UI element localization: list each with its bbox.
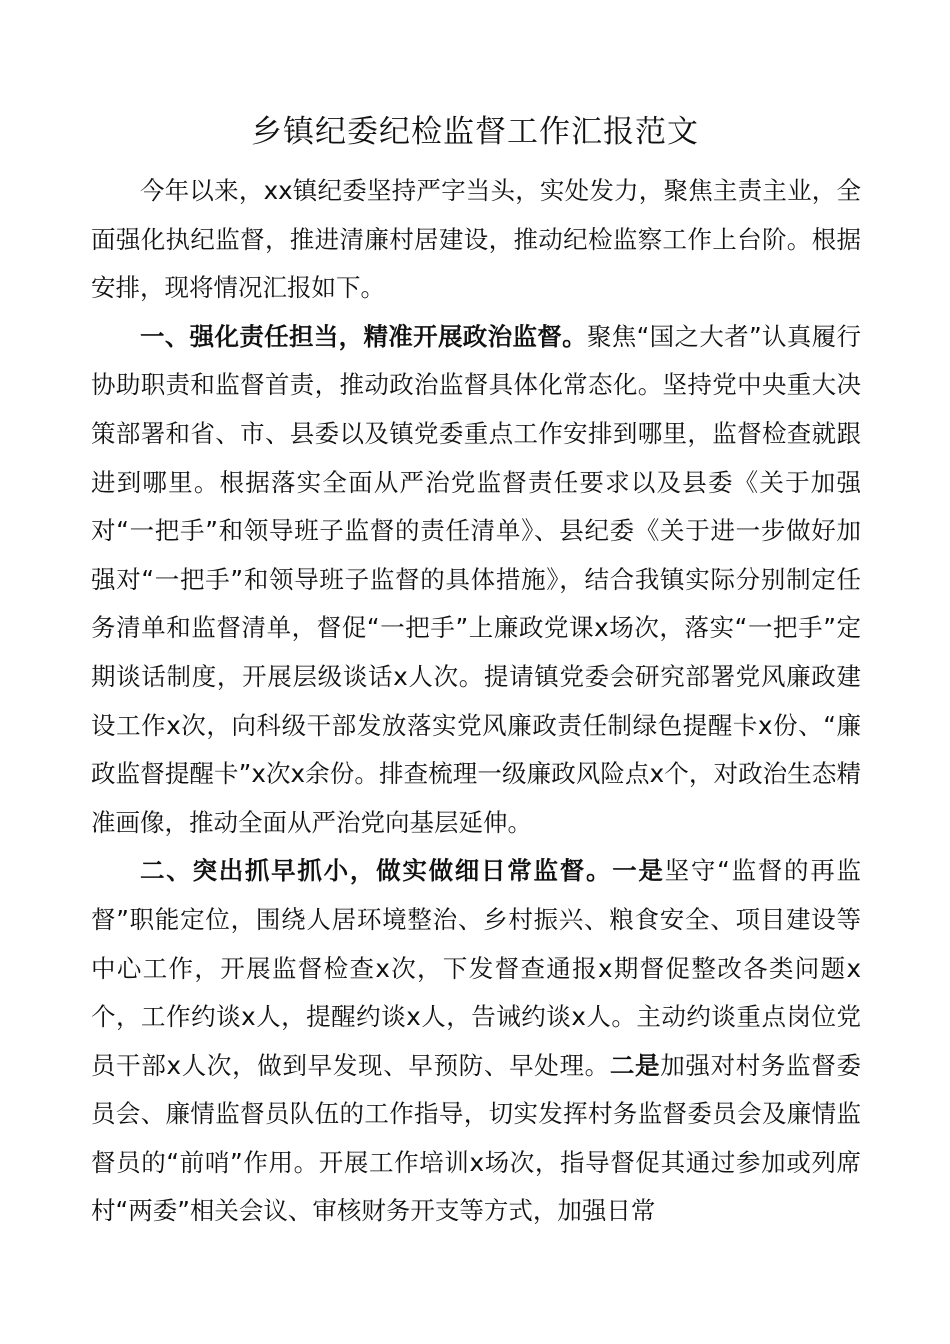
- section-2-text-1: 坚守“监督的再监督”职能定位，围绕人居环境整治、乡村振兴、粮食安全、项目建设等中心工作，开展监督检查x次，下发督查通报x期督促整改各类问题x个，工作约谈x人，提醒约谈x人，告诫约谈x人。主动约谈重点岗位党员干部x人次，做到早发现、早预防、早处理。: [91, 856, 861, 1080]
- section-2-lead-1: 一是: [612, 856, 665, 886]
- section-2-heading: 二、突出抓早抓小，做实做细日常监督。: [140, 856, 613, 886]
- section-1-text: 聚焦“国之大者”认真履行协助职责和监督首责，推动政治监督具体化常态化。坚持党中央重大决策部署和省、市、县委以及镇党委重点工作安排到哪里，监督检查就跟进到哪里。根据落实全面从严治党监督责任要求以及县委《关于加强对“一把手”和领导班子监督的责任清单》、县纪委《关于进一步做好加强对“一把手”和领导班子监督的具体措施》，结合我镇实际分别制定任务清单和监督清单，督促“一把手”上廉政党课x场次，落实“一把手”定期谈话制度，开展层级谈话x人次。提请镇党委会研究部署党风廉政建设工作x次，向科级干部发放落实党风廉政责任制绿色提醒卡x份、“廉政监督提醒卡”x次x余份。排查梳理一级廉政风险点x个，对政治生态精准画像，推动全面从严治党向基层延伸。: [91, 321, 861, 837]
- document-title: 乡镇纪委纪检监督工作汇报范文: [251, 114, 699, 150]
- document-body: [91, 167, 861, 1236]
- intro-paragraph: 今年以来，xx镇纪委坚持严字当头，实处发力，聚焦主责主业，全面强化执纪监督，推进清廉村居建设，推动纪检监察工作上台阶。根据安排，现将情况汇报如下。: [91, 176, 861, 303]
- section-1-paragraph: [91, 313, 861, 848]
- section-2-lead-2: 二是: [609, 1050, 661, 1080]
- section-2-paragraph: [91, 847, 861, 1236]
- section-2-text-2: 加强对村务监督委员会、廉情监督员队伍的工作指导，切实发挥村务监督委员会及廉情监督员的“前哨”作用。开展工作培训x场次，指导督促其通过参加或列席村“两委”相关会议、审核财务开支等方式，加强日常: [91, 1050, 862, 1226]
- section-1-heading: 一、强化责任担当，精准开展政治监督。: [140, 321, 587, 351]
